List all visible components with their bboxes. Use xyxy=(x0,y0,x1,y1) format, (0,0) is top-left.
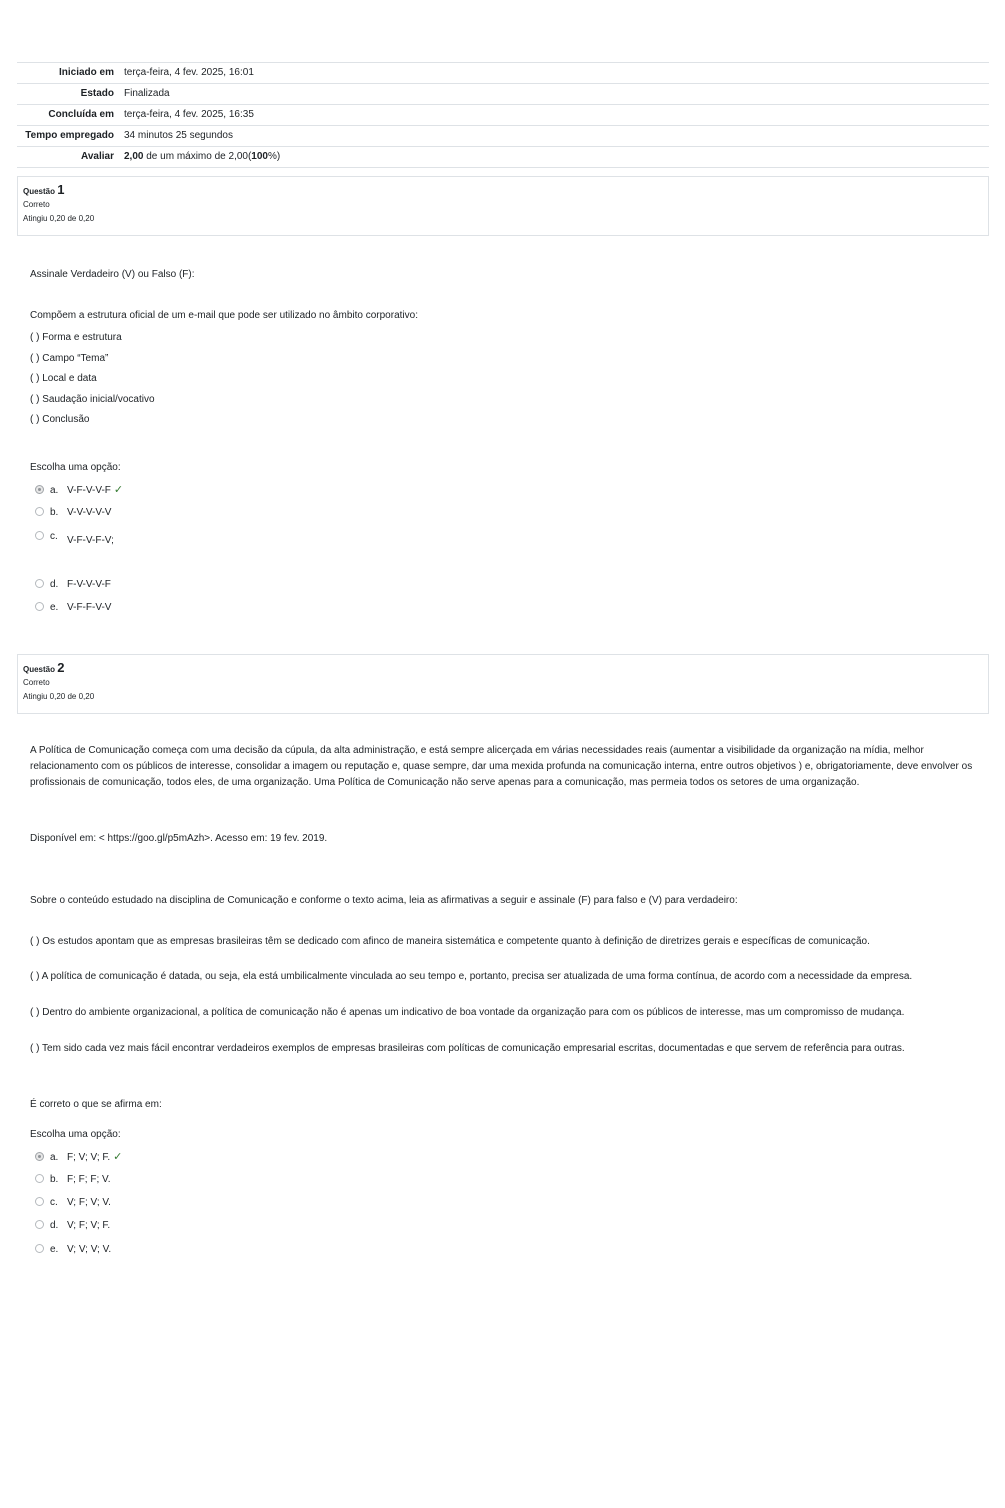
option-letter: b. xyxy=(50,1174,59,1185)
grade-score: 2,00 xyxy=(124,151,144,162)
option-text: F; V; V; F. xyxy=(67,1152,111,1163)
question-grade: Atingiu 0,20 de 0,20 xyxy=(23,214,95,223)
statement-item: ( ) Conclusão xyxy=(30,414,90,425)
summary-label: Avaliar xyxy=(81,151,114,162)
question-2-info xyxy=(17,654,989,714)
question-number xyxy=(23,660,988,675)
grade-end: %) xyxy=(267,151,281,162)
summary-row-grade xyxy=(17,147,989,168)
summary-label: Concluída em xyxy=(48,109,114,120)
radio-button[interactable] xyxy=(35,1174,44,1183)
summary-label: Iniciado em xyxy=(58,67,114,78)
question-2-question: É correto o que se afirma em: xyxy=(30,1099,162,1110)
question-1-stem: Compõem a estrutura oficial de um e-mail que pode ser utilizado no âmbito corporativo: xyxy=(30,310,418,321)
answer-option-b[interactable] xyxy=(35,1173,111,1187)
option-letter: c. xyxy=(50,1197,58,1208)
option-letter: c. xyxy=(50,531,58,542)
summary-value: terça-feira, 4 fev. 2025, 16:35 xyxy=(124,109,254,120)
option-text: V-F-V-F-V; xyxy=(67,535,114,546)
summary-row-time xyxy=(17,126,989,147)
answer-option-c[interactable] xyxy=(35,1196,111,1210)
check-icon: ✓ xyxy=(113,484,124,496)
answer-option-e[interactable] xyxy=(35,601,111,615)
question-prefix: Questão xyxy=(23,187,56,196)
question-2-stem: Sobre o conteúdo estudado na disciplina de Comunicação e conforme o texto acima, leia as afirmativas a seguir e assinale (F) para falso e (V) para verdadeiro: xyxy=(30,895,738,906)
summary-value: Finalizada xyxy=(124,88,170,99)
question-number xyxy=(23,182,988,197)
question-2-passage: A Política de Comunicação começa com uma decisão da cúpula, da alta administração, e está sempre alicerçada em várias necessidades reais (aumentar a visibilidade da organização na mídia, melhor relacionamento com os públicos de interesse, consolidar a imagem ou reputação e, quase sempre, dar uma mexida profunda na comunicação interna, entre outros objetivos ) e, obrigatoriamente, deve envolver os profissionais de comunicação, todos eles, de uma organização. Uma Política de Comunicação não serve apenas para a comunicação, mas permeia todos os setores de uma organização. xyxy=(30,745,973,788)
radio-button[interactable] xyxy=(35,579,44,588)
statement-item: ( ) Campo “Tema” xyxy=(30,352,109,364)
radio-button[interactable] xyxy=(35,485,44,494)
question-grade: Atingiu 0,20 de 0,20 xyxy=(23,692,95,701)
option-text: F; F; F; V. xyxy=(67,1174,111,1185)
summary-label: Estado xyxy=(80,88,114,99)
radio-button[interactable] xyxy=(35,602,44,611)
answer-option-d[interactable] xyxy=(35,578,111,592)
option-text: V-F-V-V-F xyxy=(67,485,111,496)
question-2-statement-4: ( ) Tem sido cada vez mais fácil encontrar verdadeiros exemplos de empresas brasileiras com políticas de comunicação empresarial escritas, documentadas e que servem de referência para outras. xyxy=(30,1043,905,1054)
question-2-statement-1: ( ) Os estudos apontam que as empresas brasileiras têm se dedicado com afinco de maneira sistemática e competente quanto à definição de diretrizes gerais e específicas de comunicação. xyxy=(30,936,870,947)
grade-percent: 100 xyxy=(251,151,268,162)
grade-mid: de um máximo de 2,00( xyxy=(143,151,252,162)
question-2-prompt: Escolha uma opção: xyxy=(30,1129,121,1140)
question-2-statement-2: ( ) A política de comunicação é datada, ou seja, ela está umbilicalmente vinculada ao seu tempo e, portanto, precisa ser atualizada de uma forma contínua, de acordo com a necessidade da empresa. xyxy=(30,971,913,982)
question-1-prompt: Escolha uma opção: xyxy=(30,462,121,473)
option-letter: e. xyxy=(50,602,59,613)
summary-label: Tempo empregado xyxy=(25,130,114,141)
option-letter: d. xyxy=(50,579,59,590)
answer-option-b[interactable] xyxy=(35,506,111,520)
option-text: F-V-V-V-F xyxy=(67,579,111,590)
question-state: Correto xyxy=(23,678,50,687)
statement-item: ( ) Saudação inicial/vocativo xyxy=(30,393,155,405)
question-1-items xyxy=(30,328,975,431)
option-text: V; F; V; V. xyxy=(67,1197,111,1208)
question-2-source: Disponível em: < https://goo.gl/p5mAzh>. Acesso em: 19 fev. 2019. xyxy=(30,833,328,844)
option-letter: a. xyxy=(50,1152,59,1163)
question-1-intro: Assinale Verdadeiro (V) ou Falso (F): xyxy=(30,269,195,280)
summary-value: 34 minutos 25 segundos xyxy=(124,130,233,141)
option-letter: d. xyxy=(50,1220,59,1231)
question-1-info xyxy=(17,176,989,236)
question-number-value: 1 xyxy=(57,182,65,197)
quiz-summary-table xyxy=(17,62,989,168)
answer-option-a[interactable] xyxy=(35,483,123,498)
statement-item: ( ) Forma e estrutura xyxy=(30,332,122,343)
check-icon: ✓ xyxy=(113,1151,123,1163)
summary-row-completed xyxy=(17,105,989,126)
option-letter: b. xyxy=(50,507,59,518)
summary-row-started xyxy=(17,63,989,84)
summary-row-state xyxy=(17,84,989,105)
option-text: V-F-F-V-V xyxy=(67,602,112,613)
radio-button[interactable] xyxy=(35,531,44,540)
answer-option-e[interactable] xyxy=(35,1243,111,1257)
radio-button[interactable] xyxy=(35,507,44,516)
question-prefix: Questão xyxy=(23,665,56,674)
option-letter: e. xyxy=(50,1244,59,1255)
option-text: V-V-V-V-V xyxy=(67,507,112,518)
answer-option-d[interactable] xyxy=(35,1219,110,1233)
answer-option-a[interactable] xyxy=(35,1150,122,1165)
summary-grade-value xyxy=(124,147,989,168)
question-number-value: 2 xyxy=(57,660,65,675)
statement-item: ( ) Local e data xyxy=(30,373,97,384)
question-2-statement-3: ( ) Dentro do ambiente organizacional, a política de comunicação não é apenas um indicativo de boa vontade da organização para com os públicos de interesse, mas um compromisso de mudança. xyxy=(30,1007,905,1018)
option-text: V; F; V; F. xyxy=(67,1220,111,1231)
radio-button[interactable] xyxy=(35,1197,44,1206)
option-letter: a. xyxy=(50,485,59,496)
radio-button[interactable] xyxy=(35,1152,44,1161)
option-text: V; V; V; V. xyxy=(67,1244,112,1255)
radio-button[interactable] xyxy=(35,1220,44,1229)
summary-value: terça-feira, 4 fev. 2025, 16:01 xyxy=(124,67,254,78)
radio-button[interactable] xyxy=(35,1244,44,1253)
answer-option-c[interactable] xyxy=(35,530,114,544)
question-state: Correto xyxy=(23,200,50,209)
